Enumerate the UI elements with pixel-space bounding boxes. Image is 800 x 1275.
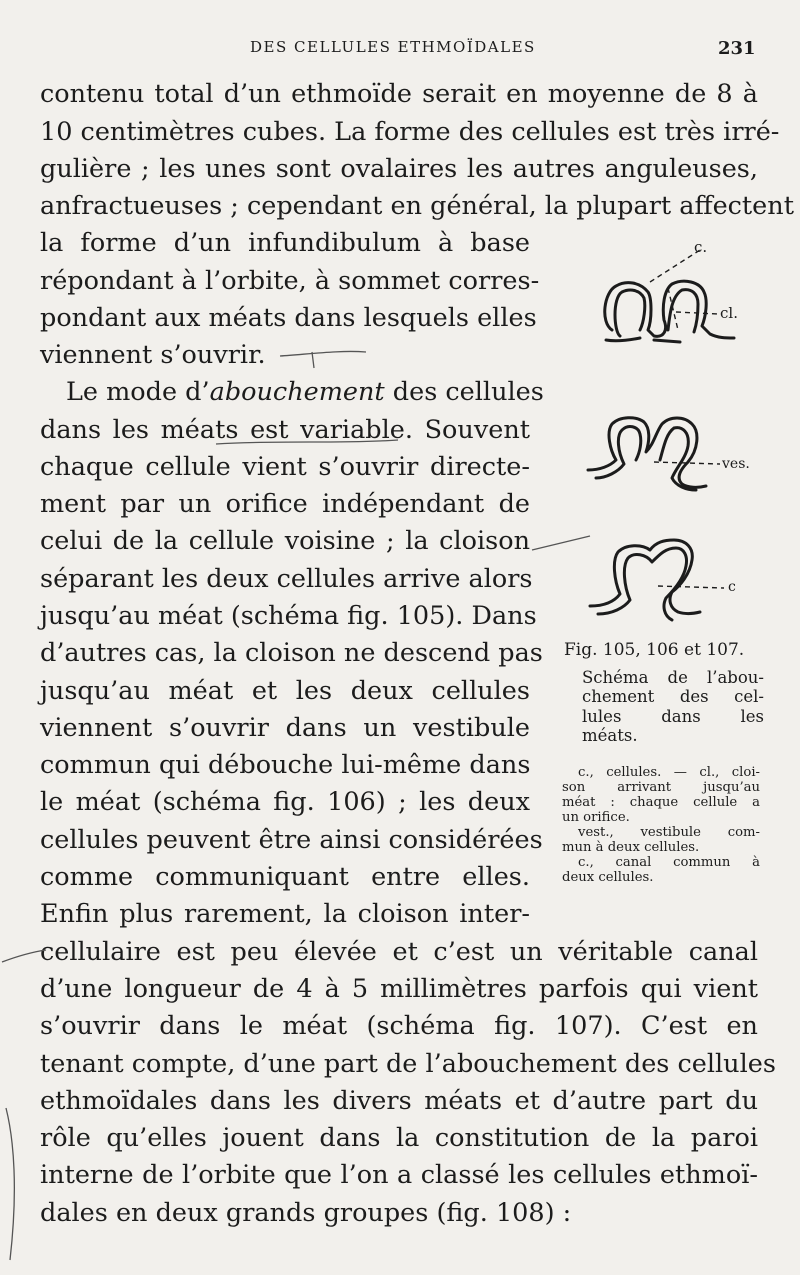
pencil-tick-1 — [312, 352, 314, 368]
body-line: répondant à l’orbite, à sommet corres- — [40, 266, 540, 296]
body-line: d’autres cas, la cloison ne descend pas — [40, 638, 543, 668]
figure-caption-title: Fig. 105, 106 et 107. — [564, 640, 745, 660]
fig106-inner-outline — [596, 427, 696, 490]
page-number: 231 — [718, 38, 756, 59]
body-line-paragraph-start — [66, 377, 544, 407]
pencil-underline-1 — [280, 351, 366, 356]
body-line: tenant compte, d’une part de l’abouchement des cellules — [40, 1049, 776, 1079]
caption-line: méats. — [582, 726, 638, 746]
body-line: gulière ; les unes sont ovalaires les autres anguleuses, — [40, 154, 758, 184]
body-line: dales en deux grands groupes (fig. 108) : — [40, 1198, 572, 1228]
body-line: Enfin plus rarement, la cloison inter- — [40, 899, 530, 929]
legend-line: c., canal commun à — [578, 855, 760, 871]
legend-line: son arrivant jusqu’au — [562, 780, 760, 796]
legend-line: deux cellules. — [562, 870, 654, 886]
fig106-cell-outline — [588, 418, 706, 488]
body-line: cellules peuvent être ainsi considérées — [40, 825, 543, 855]
figure-caption-body — [582, 668, 764, 746]
body-line: contenu total d’un ethmoïde serait en moyenne de 8 à — [40, 79, 758, 109]
fig105-leader-c — [650, 250, 700, 282]
legend-line: méat : chaque cellule a — [562, 795, 760, 811]
fig105-leader-cl — [676, 312, 718, 314]
body-line: s’ouvrir dans le méat (schéma fig. 107). C’est en — [40, 1011, 758, 1041]
body-line: rôle qu’elles jouent dans la constitution de la paroi — [40, 1123, 758, 1153]
fig105-dotted-septum — [668, 288, 678, 330]
legend-line: mun à deux cellules. — [562, 840, 700, 856]
fig107-label-c: c — [728, 579, 736, 595]
body-text: des cellules — [384, 377, 544, 407]
body-line: viennent s’ouvrir. — [40, 340, 266, 370]
fig105-inner-outline — [615, 290, 698, 336]
body-line: la forme d’un infundibulum à base — [40, 228, 530, 258]
legend-line: un orifice. — [562, 810, 630, 826]
body-line: cellulaire est peu élevée et c’est un véritable canal — [40, 937, 758, 967]
body-line: ment par un orifice indépendant de — [40, 489, 530, 519]
running-head: DES CELLULES ETHMOÏDALES — [250, 38, 536, 56]
body-line: séparant les deux cellules arrive alors — [40, 564, 533, 594]
caption-line: chement des cel- — [582, 687, 764, 707]
body-line: le méat (schéma fig. 106) ; les deux — [40, 787, 530, 817]
fig106-leader-ves — [654, 462, 720, 464]
figure-legend — [562, 765, 760, 885]
fig105-label-c: c. — [694, 238, 708, 256]
fig107-cell-outline — [590, 540, 700, 614]
body-line: interne de l’orbite que l’on a classé les cellules ethmoï- — [40, 1160, 758, 1190]
body-line: celui de la cellule voisine ; la cloison — [40, 526, 530, 556]
legend-line: vest., vestibule com- — [578, 825, 760, 841]
body-line: ethmoïdales dans les divers méats et d’autre part du — [40, 1086, 758, 1116]
fig107-leader-c — [658, 586, 724, 588]
pencil-mark-cloison — [532, 536, 590, 550]
fig107-inner-outline — [598, 548, 687, 620]
body-line: viennent s’ouvrir dans un vestibule — [40, 713, 530, 743]
pencil-margin-bracket — [6, 1108, 14, 1260]
caption-line: lules dans les — [582, 706, 764, 726]
body-line: chaque cellule vient s’ouvrir directe- — [40, 452, 530, 482]
body-line: anfractueuses ; cependant en général, la plupart affectent — [40, 191, 794, 221]
fig105-label-cl: cl. — [720, 304, 738, 322]
caption-line: Schéma de l’abou- — [582, 668, 764, 687]
body-line: jusqu’au méat et les deux cellules — [40, 676, 530, 706]
body-line: 10 centimètres cubes. La forme des cellules est très irré- — [40, 117, 780, 147]
legend-line: c., cellules. — cl., cloi- — [578, 765, 760, 780]
body-line: jusqu’au méat (schéma fig. 105). Dans — [40, 601, 537, 631]
body-line: pondant aux méats dans lesquels elles — [40, 303, 537, 333]
fig105-cell-outline — [605, 281, 734, 338]
emphasis-abouchement: abouchement — [209, 377, 385, 407]
body-line: d’une longueur de 4 à 5 millimètres parfois qui vient — [40, 974, 758, 1004]
body-line: commun qui débouche lui-même dans — [40, 750, 531, 780]
body-line: comme communiquant entre elles. — [40, 862, 530, 892]
fig106-label-ves: ves. — [722, 456, 750, 472]
body-text: Le mode d’ — [66, 377, 210, 407]
body-line: dans les méats est variable. Souvent — [40, 415, 530, 445]
fig105-base — [606, 338, 680, 342]
